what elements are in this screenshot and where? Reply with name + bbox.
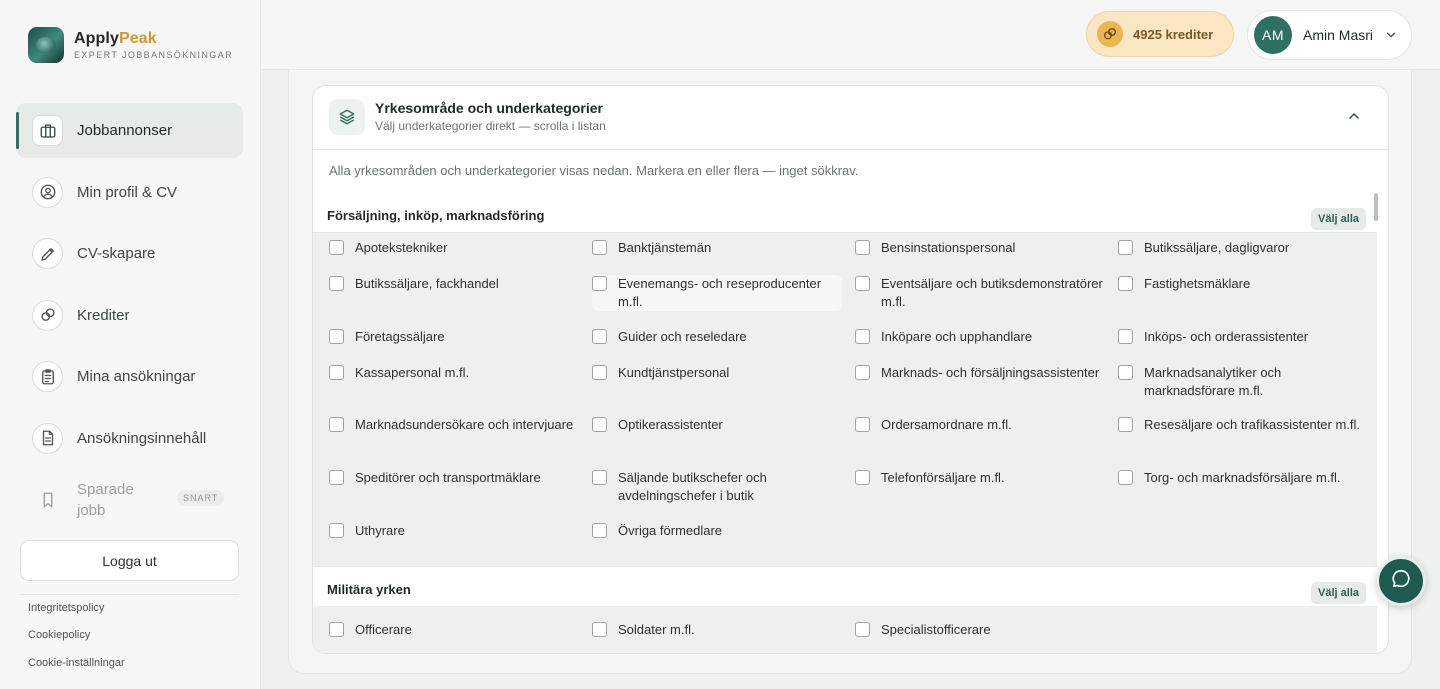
category-option[interactable] xyxy=(329,522,579,540)
category-label: Officerare xyxy=(355,622,412,637)
select-all-button[interactable]: Välj alla xyxy=(1311,208,1366,230)
coins-icon xyxy=(1097,21,1123,47)
avatar: AM xyxy=(1254,16,1292,54)
chat-button[interactable] xyxy=(1376,556,1426,606)
brand-name xyxy=(74,30,233,48)
nav-label: Min profil & CV xyxy=(77,183,178,201)
checkbox[interactable] xyxy=(855,365,870,380)
category-label: Telefonförsäljare m.fl. xyxy=(881,470,1005,485)
category-label: Fastighetsmäklare xyxy=(1144,276,1251,291)
checkbox[interactable] xyxy=(855,417,870,432)
section-divider xyxy=(313,566,1377,567)
category-label: Butikssäljare, fackhandel xyxy=(355,276,499,291)
checkbox[interactable] xyxy=(1118,276,1133,291)
category-option[interactable] xyxy=(855,364,1105,382)
category-option[interactable] xyxy=(329,328,579,346)
scrollbar[interactable] xyxy=(1374,193,1378,221)
panel-header[interactable] xyxy=(313,86,1388,150)
checkbox[interactable] xyxy=(1118,240,1133,255)
brand-name-main: Apply xyxy=(74,30,119,47)
checkbox[interactable] xyxy=(592,365,607,380)
category-label: Inköps- och orderassistenter xyxy=(1144,329,1309,344)
chat-bubble-icon xyxy=(1390,568,1412,595)
category-option[interactable] xyxy=(1118,275,1368,293)
category-label: Övriga förmedlare xyxy=(618,523,723,538)
category-label: Butikssäljare, dagligvaror xyxy=(1144,240,1290,255)
checkbox[interactable] xyxy=(329,240,344,255)
nav-item-cv-skapare[interactable] xyxy=(16,226,243,281)
category-label: Torg- och marknadsförsäljare m.fl. xyxy=(1144,470,1341,485)
category-label: Uthyrare xyxy=(355,523,405,538)
nav-item-sparade-jobb xyxy=(16,472,243,527)
category-option[interactable] xyxy=(329,275,579,293)
privacy-policy-link[interactable]: Integritetspolicy xyxy=(28,602,105,614)
checkbox[interactable] xyxy=(855,470,870,485)
checkbox[interactable] xyxy=(592,240,607,255)
nav-label: CV-skapare xyxy=(77,245,156,262)
panel-title: Yrkesområde och underkategorier xyxy=(375,100,603,116)
nav-label: Ansökningsinnehåll xyxy=(77,429,207,447)
category-label: Guider och reseledare xyxy=(618,329,747,344)
nav-label: Mina ansökningar xyxy=(77,368,196,385)
checkbox[interactable] xyxy=(329,417,344,432)
section-title: Militära yrken xyxy=(327,582,411,597)
checkbox[interactable] xyxy=(1118,329,1133,344)
category-option[interactable] xyxy=(1118,416,1368,434)
cookie-policy-link[interactable]: Cookiepolicy xyxy=(28,629,91,641)
category-option[interactable] xyxy=(592,416,842,434)
chevron-up-icon[interactable] xyxy=(1346,108,1362,129)
category-option[interactable] xyxy=(855,621,1105,639)
category-label: Resesäljare och trafikassistenter m.fl. xyxy=(1144,417,1361,432)
document-icon xyxy=(32,423,63,454)
category-option[interactable] xyxy=(592,328,842,346)
top-bar xyxy=(261,0,1440,70)
briefcase-icon xyxy=(32,115,63,146)
category-label: Kundtjänstpersonal xyxy=(618,365,730,380)
category-option[interactable] xyxy=(855,416,1105,434)
coins-icon xyxy=(32,300,63,331)
category-label: Eventsäljare och butiksdemonstratörer m.fl. xyxy=(881,276,1103,309)
pen-icon xyxy=(32,238,63,269)
category-option[interactable] xyxy=(592,364,842,382)
soon-badge: SNART xyxy=(177,490,224,506)
nav-item-mina-ansokningar[interactable] xyxy=(16,349,243,404)
checkbox[interactable] xyxy=(329,276,344,291)
checkbox[interactable] xyxy=(592,470,607,485)
checkbox[interactable] xyxy=(1118,470,1133,485)
category-option[interactable] xyxy=(592,621,842,639)
category-option[interactable] xyxy=(329,469,579,487)
nav-item-ansokningsinnehall[interactable] xyxy=(16,411,243,466)
bookmark-icon xyxy=(32,484,63,515)
category-grid xyxy=(313,606,1377,654)
category-option[interactable] xyxy=(855,275,1105,311)
checkbox[interactable] xyxy=(855,329,870,344)
credits-badge[interactable] xyxy=(1086,11,1234,57)
applypeak-logo xyxy=(28,27,64,63)
checkbox[interactable] xyxy=(855,622,870,637)
occupation-filter-panel xyxy=(312,85,1389,654)
category-option[interactable] xyxy=(592,239,842,257)
cookie-settings-link[interactable]: Cookie-inställningar xyxy=(28,657,125,669)
user-menu[interactable] xyxy=(1247,10,1412,60)
nav-item-krediter[interactable] xyxy=(16,288,243,343)
category-label: Marknadsundersökare och intervjuare xyxy=(355,417,574,432)
category-option[interactable] xyxy=(329,364,579,382)
clipboard-icon xyxy=(32,361,63,392)
section-title: Försäljning, inköp, marknadsföring xyxy=(327,208,545,223)
panel-subtitle: Välj underkategorier direkt — scrolla i listan xyxy=(375,119,606,133)
nav-item-min-profil[interactable] xyxy=(16,165,243,220)
layers-icon xyxy=(329,99,365,135)
brand-name-accent: Peak xyxy=(118,30,157,47)
category-label: Företagssäljare xyxy=(355,329,445,344)
category-option[interactable] xyxy=(592,469,842,505)
checkbox[interactable] xyxy=(329,329,344,344)
chevron-down-icon xyxy=(1384,28,1398,47)
select-all-button[interactable]: Välj alla xyxy=(1311,582,1366,604)
nav-item-jobbannonser[interactable] xyxy=(16,103,243,158)
panel-info-text: Alla yrkesområden och underkategorier visas nedan. Markera en eller flera — inget sökkrav. xyxy=(329,163,859,178)
checkbox[interactable] xyxy=(592,523,607,538)
category-option[interactable] xyxy=(592,522,842,540)
nav-label: Jobbannonser xyxy=(77,122,173,139)
brand-tagline: EXPERT JOBBANSÖKNINGAR xyxy=(74,50,234,60)
category-option[interactable] xyxy=(329,621,579,639)
checkbox[interactable] xyxy=(592,276,607,291)
category-option[interactable] xyxy=(329,239,579,257)
category-label: Optikerassistenter xyxy=(618,417,723,432)
sidebar-divider xyxy=(20,594,239,595)
category-grid xyxy=(313,232,1377,566)
brand[interactable] xyxy=(28,27,233,63)
category-label: Banktjänstemän xyxy=(618,240,712,255)
category-option[interactable] xyxy=(855,239,1105,257)
category-label: Bensinstationspersonal xyxy=(881,240,1016,255)
logout-button[interactable]: Logga ut xyxy=(20,540,239,581)
sidebar xyxy=(0,0,261,689)
checkbox[interactable] xyxy=(592,622,607,637)
nav-label: Sparade jobb xyxy=(77,480,134,519)
category-label: Säljande butikschefer och avdelningschefer i butik xyxy=(618,470,767,503)
checkbox[interactable] xyxy=(329,622,344,637)
category-label: Marknadsanalytiker och marknadsförare m.fl. xyxy=(1144,365,1282,398)
category-label: Marknads- och försäljningsassistenter xyxy=(881,365,1100,380)
category-label: Kassapersonal m.fl. xyxy=(355,365,470,380)
category-label: Speditörer och transportmäklare xyxy=(355,470,541,485)
sidebar-nav xyxy=(16,103,243,534)
category-option[interactable] xyxy=(855,469,1105,487)
category-option[interactable] xyxy=(1118,328,1368,346)
category-option[interactable] xyxy=(592,275,842,311)
category-label: Inköpare och upphandlare xyxy=(881,329,1033,344)
category-label: Soldater m.fl. xyxy=(618,622,695,637)
category-option[interactable] xyxy=(1118,239,1368,257)
checkbox[interactable] xyxy=(592,329,607,344)
category-label: Evenemangs- och reseproducenter m.fl. xyxy=(618,276,822,309)
user-icon xyxy=(32,177,63,208)
category-option[interactable] xyxy=(1118,469,1368,487)
checkbox[interactable] xyxy=(1118,417,1133,432)
checkbox[interactable] xyxy=(592,417,607,432)
category-option[interactable] xyxy=(1118,364,1368,400)
category-label: Apotekstekniker xyxy=(355,240,448,255)
checkbox[interactable] xyxy=(855,240,870,255)
checkbox[interactable] xyxy=(1118,365,1133,380)
nav-label: Krediter xyxy=(77,306,130,324)
checkbox[interactable] xyxy=(329,470,344,485)
credits-amount: 4925 krediter xyxy=(1133,26,1214,42)
checkbox[interactable] xyxy=(855,276,870,291)
category-label: Ordersamordnare m.fl. xyxy=(881,417,1012,432)
checkbox[interactable] xyxy=(329,523,344,538)
category-option[interactable] xyxy=(855,328,1105,346)
category-label: Specialistofficerare xyxy=(881,622,991,637)
category-option[interactable] xyxy=(329,416,579,434)
checkbox[interactable] xyxy=(329,365,344,380)
user-name: Amin Masri xyxy=(1303,27,1374,43)
